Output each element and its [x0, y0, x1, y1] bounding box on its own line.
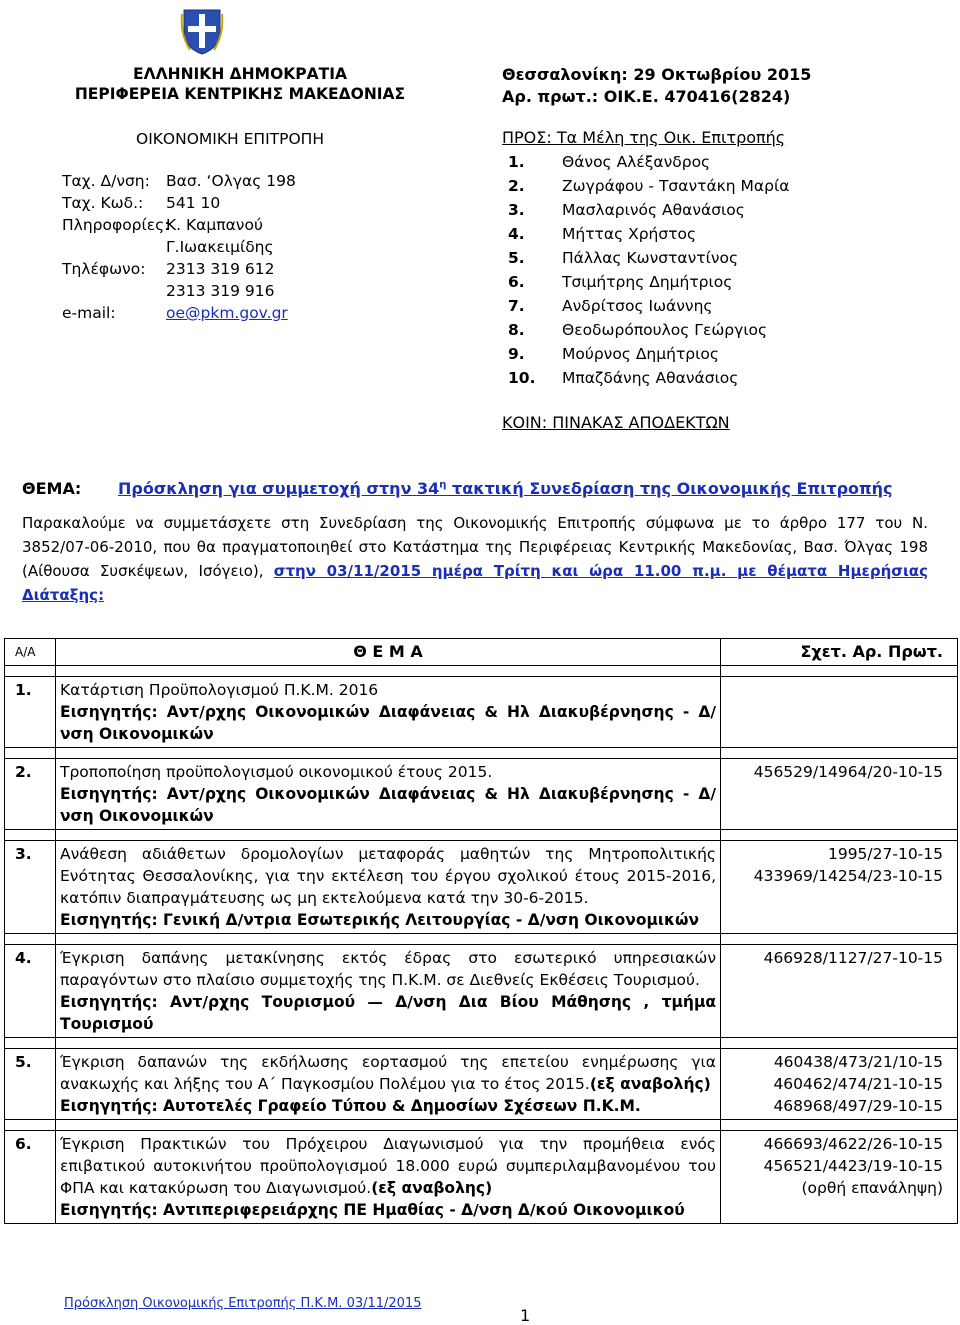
- agenda-postponed-note: (εξ αναβολης): [371, 1179, 493, 1197]
- member-number: 5.: [508, 249, 525, 267]
- info-label: Πληροφορίες:: [62, 216, 170, 234]
- agenda-row: [5, 677, 958, 748]
- footer-text: Πρόσκληση Οικονομικής Επιτροπής Π.Κ.Μ. 03/11/2015: [64, 1296, 422, 1311]
- agenda-row: [5, 759, 958, 830]
- protocol-line: Αρ. πρωτ.: ΟΙΚ.Ε. 470416(2824): [502, 87, 791, 106]
- protocol-ref: 466928/1127/27-10-15: [763, 949, 943, 967]
- agenda-rapporteur: Εισηγητής: Αντ/ρχης Τουρισμού — Δ/νση Δια Βίου Μάθησης , τμήμα Τουρισμού: [60, 993, 716, 1033]
- member-number: 7.: [508, 297, 525, 315]
- agenda-item: [56, 1049, 721, 1120]
- info-value-1: Κ. Καμπανού: [166, 216, 263, 234]
- zip-label: Ταχ. Κωδ.:: [62, 194, 144, 212]
- paragraph-emphasis: στην 03/11/2015 ημέρα Τρίτη και ώρα 11.00 π.μ. με θέματα Ημερήσιας Διάταξης:: [22, 562, 928, 604]
- agenda-rapporteur: Εισηγητής: Αντιπεριφερειάρχης ΠΕ Ημαθίας - Δ/νση Δ/κού Οικονομικού: [60, 1201, 685, 1219]
- agenda-number: 5.: [5, 1049, 56, 1120]
- member-number: 4.: [508, 225, 525, 243]
- member-number: 9.: [508, 345, 525, 363]
- phone-2: 2313 319 916: [166, 282, 275, 300]
- protocol-ref: (ορθή επανάληψη): [801, 1179, 943, 1197]
- member-name: Θάνος Αλέξανδρος: [562, 153, 711, 171]
- header-aa: Α/Α: [5, 639, 56, 666]
- agenda-text: Έγκριση δαπανών της εκδήλωσης εορτασμού της επετείου ενημέρωσης για ανακωχής και λήξης του Α΄ Παγκοσμίου Πολέμου για το έτος 2015.: [60, 1053, 716, 1093]
- agenda-refs: [721, 1049, 958, 1120]
- member-name: Μήττας Χρήστος: [562, 225, 697, 243]
- agenda-refs: [721, 677, 958, 748]
- agenda-refs: [721, 1131, 958, 1224]
- agenda-number: 6.: [5, 1131, 56, 1224]
- member-name: Μούρνος Δημήτριος: [562, 345, 719, 363]
- agenda-text: Κατάρτιση Προϋπολογισμού Π.Κ.Μ. 2016: [60, 681, 379, 699]
- agenda-spacer: [5, 666, 958, 677]
- agenda-refs: [721, 945, 958, 1038]
- protocol-ref: 456521/4423/19-10-15: [763, 1157, 943, 1175]
- agenda-rapporteur: Εισηγητής: Αυτοτελές Γραφείο Τύπου & Δημοσίων Σχέσεων Π.Κ.Μ.: [60, 1097, 641, 1115]
- invitation-paragraph: [22, 511, 928, 607]
- protocol-ref: 466693/4622/26-10-15: [763, 1135, 943, 1153]
- protocol-ref: 460438/473/21/10-15: [773, 1053, 943, 1071]
- agenda-item: [56, 945, 721, 1038]
- recipients-title: ΠΡΟΣ: Τα Μέλη της Οικ. Επιτροπής: [502, 128, 786, 147]
- agenda-row: [5, 1131, 958, 1224]
- subject-text: [118, 479, 893, 498]
- agenda-item: [56, 677, 721, 748]
- page-number: 1: [520, 1306, 531, 1325]
- agenda-spacer: [5, 1038, 958, 1049]
- document-meta: [502, 64, 811, 108]
- agenda-number: 2.: [5, 759, 56, 830]
- address-value: Βασ. ‘Ολγας 198: [166, 172, 296, 190]
- agenda-text: Τροποποίηση προϋπολογισμού οικονομικού έτους 2015.: [60, 763, 493, 781]
- member-name: Ανδρίτσος Ιωάννης: [562, 297, 713, 315]
- member-name: Ζωγράφου - Τσαντάκη Μαρία: [562, 177, 790, 195]
- phone-1: 2313 319 612: [166, 260, 275, 278]
- protocol-ref: 1995/27-10-15: [827, 845, 943, 863]
- paragraph-text: Παρακαλούμε να συμμετάσχετε στη Συνεδρίαση της Οικονομικής Επιτροπής σύμφωνα με το άρθρο 177 του Ν. 3852/07-06-2010, που θα πραγματοποιηθεί στο Κατάστημα της Περιφέρειας Κεντρικής Μακεδονίας, Βασ. Όλγας 198 (Αίθουσα Συσκέψεων, Ισόγειο),: [22, 514, 928, 580]
- greek-emblem-icon: [180, 4, 224, 56]
- protocol-ref: 468968/497/29-10-15: [773, 1097, 943, 1115]
- agenda-header-row: [5, 639, 958, 666]
- address-label: Ταχ. Δ/νση:: [62, 172, 150, 190]
- email-link[interactable]: oe@pkm.gov.gr: [166, 304, 288, 322]
- member-number: 2.: [508, 177, 525, 195]
- info-value-2: Γ.Ιωακειμίδης: [166, 238, 274, 256]
- protocol-ref: 433969/14254/23-10-15: [753, 867, 943, 885]
- agenda-spacer: [5, 830, 958, 841]
- member-number: 6.: [508, 273, 525, 291]
- zip-value: 541 10: [166, 194, 221, 212]
- phone-label: Τηλέφωνο:: [62, 260, 146, 278]
- member-number: 1.: [508, 153, 525, 171]
- cc-line: ΚΟΙΝ: ΠΙΝΑΚΑΣ ΑΠΟΔΕΚΤΩΝ: [502, 413, 730, 432]
- subject-label: ΘΕΜΑ:: [22, 479, 82, 498]
- agenda-rapporteur: Εισηγητής: Αντ/ρχης Οικονομικών Διαφάνειας & Ηλ Διακυβέρνησης - Δ/νση Οικονομικών: [60, 703, 716, 743]
- committee-name: ΟΙΚΟΝΟΜΙΚΗ ΕΠΙΤΡΟΠΗ: [136, 130, 324, 148]
- agenda-table: [4, 638, 958, 1224]
- subject-rest: τακτική Συνεδρίαση της Οικονομικής Επιτροπής: [446, 479, 893, 498]
- header-theme: Θ Ε Μ Α: [56, 639, 721, 666]
- agenda-spacer: [5, 748, 958, 759]
- agenda-item: [56, 1131, 721, 1224]
- agenda-text: Έγκριση δαπάνης μετακίνησης εκτός έδρας στο εσωτερικό υπηρεσιακών παραγόντων στο πλαίσιο συμμετοχής της Π.Κ.Μ. σε Διεθνείς Εκθέσεις Τουρισμού.: [60, 949, 716, 989]
- agenda-number: 4.: [5, 945, 56, 1038]
- member-name: Μπαζδάνης Αθανάσιος: [562, 369, 739, 387]
- agenda-refs: [721, 841, 958, 934]
- agenda-refs: [721, 759, 958, 830]
- agenda-rapporteur: Εισηγητής: Αντ/ρχης Οικονομικών Διαφάνειας & Ηλ Διακυβέρνησης - Δ/νση Οικονομικών: [60, 785, 716, 825]
- email-label: e-mail:: [62, 304, 116, 322]
- member-number: 8.: [508, 321, 525, 339]
- subject-sup: η: [439, 479, 447, 491]
- agenda-row: [5, 841, 958, 934]
- protocol-ref: 456529/14964/20-10-15: [753, 763, 943, 781]
- agenda-row: [5, 945, 958, 1038]
- agenda-number: 3.: [5, 841, 56, 934]
- date-line: Θεσσαλονίκη: 29 Οκτωβρίου 2015: [502, 65, 812, 84]
- agenda-spacer: [5, 934, 958, 945]
- member-name: Θεοδωρόπουλος Γεώργιος: [562, 321, 768, 339]
- agenda-text: Ανάθεση αδιάθετων δρομολογίων μεταφοράς μαθητών της Μητροπολιτικής Ενότητας Θεσσαλονίκης, για την εκτέλεση του έργου σχολικού έτους 2015-2016, κατόπιν διαπραγμάτευσης ως μη εκτελούμενα κατά την 30-6-2015.: [60, 845, 716, 907]
- agenda-row: [5, 1049, 958, 1120]
- region-name: ΠΕΡΙΦΕΡΕΙΑ ΚΕΝΤΡΙΚΗΣ ΜΑΚΕΔΟΝΙΑΣ: [74, 85, 406, 103]
- agenda-rapporteur: Εισηγητής: Γενική Δ/ντρια Εσωτερικής Λειτουργίας - Δ/νση Οικονομικών: [60, 911, 699, 929]
- subject-main: Πρόσκληση για συμμετοχή στην 34: [118, 479, 440, 498]
- member-name: Τσιμήτρης Δημήτριος: [562, 273, 733, 291]
- country-name: ΕΛΛΗΝΙΚΗ ΔΗΜΟΚΡΑΤΙΑ: [133, 65, 347, 83]
- agenda-item: [56, 841, 721, 934]
- agenda-postponed-note: (εξ αναβολής): [589, 1075, 711, 1093]
- member-name: Μασλαρινός Αθανάσιος: [562, 201, 745, 219]
- agenda-item: [56, 759, 721, 830]
- issuer-header: [20, 64, 460, 104]
- agenda-text: Έγκριση Πρακτικών του Πρόχειρου Διαγωνισμού για την προμήθεια ενός επιβατικού αυτοκινήτου προϋπολογισμού 18.000 ευρώ συμπεριλαμβανομένου του ΦΠΑ και κατακύρωση του Διαγωνισμού.: [60, 1135, 716, 1197]
- member-number: 10.: [508, 369, 536, 387]
- protocol-ref: 460462/474/21-10-15: [773, 1075, 943, 1093]
- header-ref: Σχετ. Αρ. Πρωτ.: [721, 639, 958, 666]
- agenda-spacer: [5, 1120, 958, 1131]
- agenda-number: 1.: [5, 677, 56, 748]
- member-number: 3.: [508, 201, 525, 219]
- member-name: Πάλλας Κωνσταντίνος: [562, 249, 739, 267]
